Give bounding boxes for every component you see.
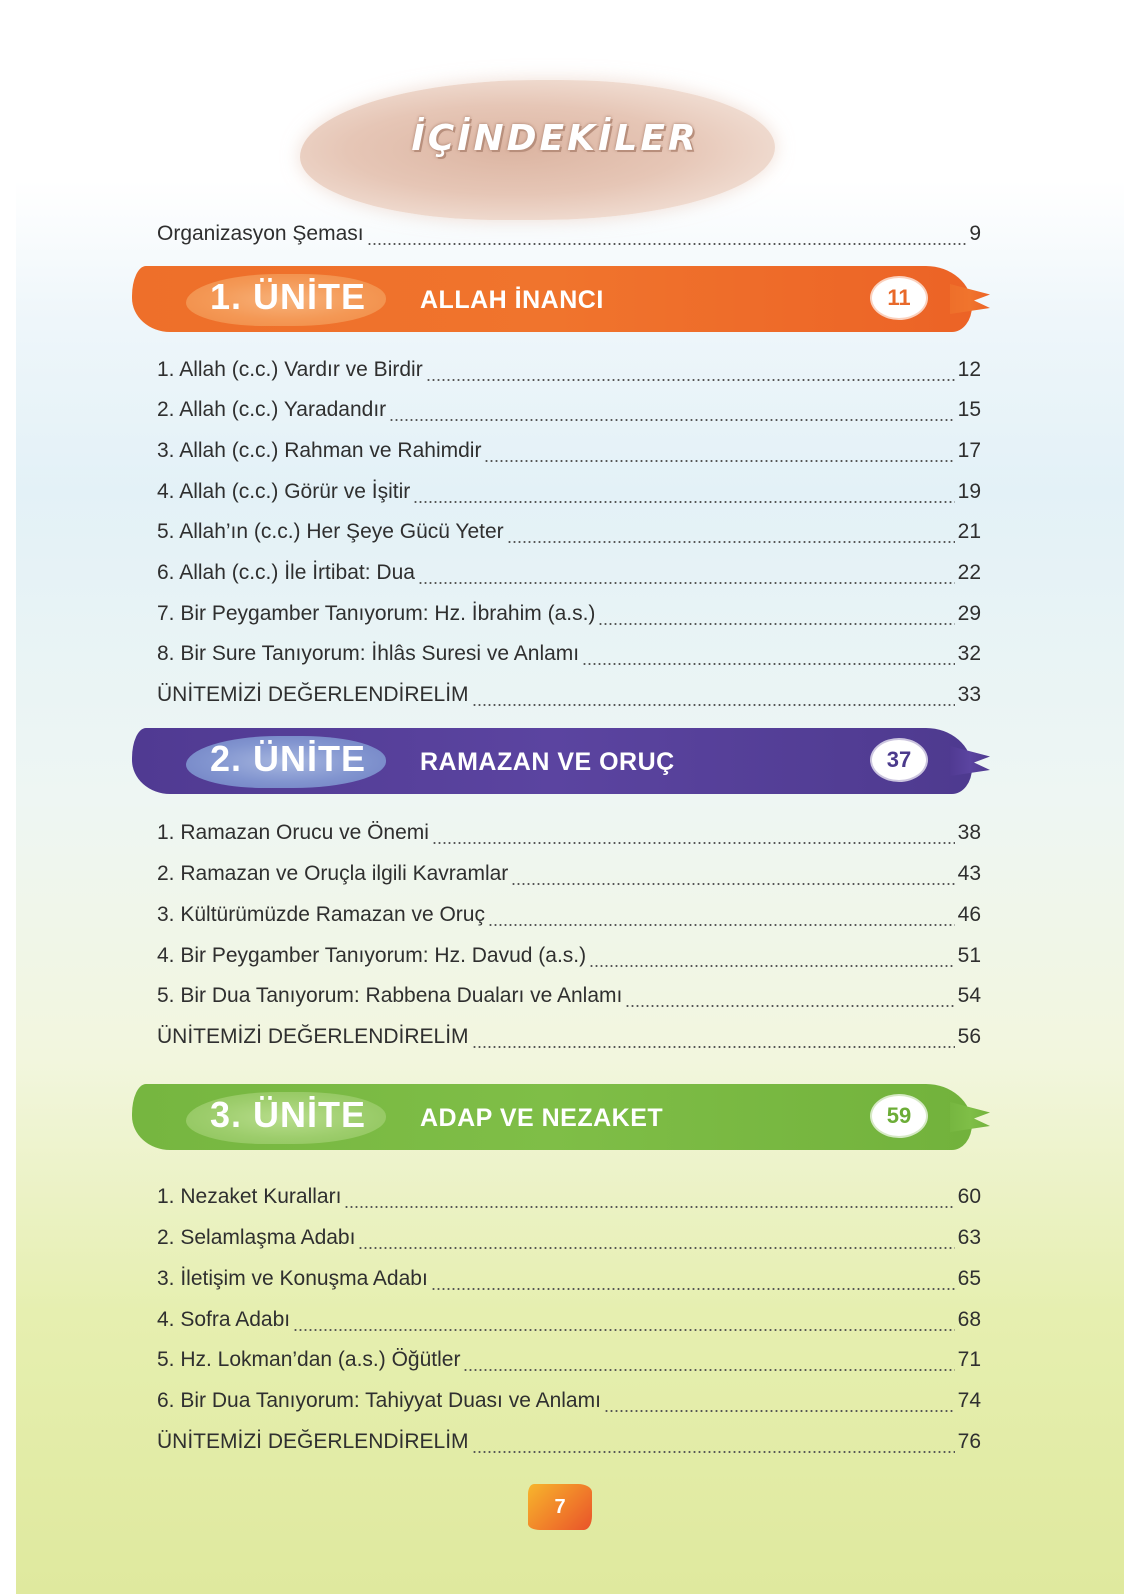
toc-entry-label: 6. Allah (c.c.) İle İrtibat: Dua <box>157 561 415 584</box>
dot-leader <box>358 1247 954 1249</box>
toc-entry-page: 21 <box>957 520 981 543</box>
toc-entry-page: 12 <box>957 358 981 381</box>
toc-entry-label: ÜNİTEMİZİ DEĞERLENDİRELİM <box>157 1430 469 1453</box>
toc-entry-label: Organizasyon Şeması <box>157 222 364 245</box>
toc-entry-label: 2. Allah (c.c.) Yaradandır <box>157 398 387 421</box>
toc-row[interactable] <box>157 862 981 892</box>
dot-leader <box>432 842 955 844</box>
toc-row[interactable] <box>157 1430 981 1460</box>
toc-row[interactable] <box>157 642 981 672</box>
toc-entry-page: 71 <box>957 1348 981 1371</box>
toc-entry-label: 4. Bir Peygamber Tanıyorum: Hz. Davud (a.s.) <box>157 944 587 967</box>
dot-leader <box>418 582 955 584</box>
toc-row-intro[interactable] <box>157 222 981 252</box>
toc-row[interactable] <box>157 1308 981 1338</box>
toc-entry-page: 63 <box>957 1226 981 1249</box>
dot-leader <box>472 704 955 706</box>
toc-entry-page: 17 <box>957 439 981 462</box>
page-title: İÇİNDEKİLER <box>411 118 699 159</box>
toc-row[interactable] <box>157 602 981 632</box>
dot-leader <box>431 1288 955 1290</box>
toc-entry-page: 33 <box>957 683 981 706</box>
toc-entry-label: 1. Ramazan Orucu ve Önemi <box>157 821 429 844</box>
dot-leader <box>463 1369 954 1371</box>
toc-entry-label: 5. Hz. Lokman’dan (a.s.) Öğütler <box>157 1348 461 1371</box>
toc-entry-label: 4. Allah (c.c.) Görür ve İşitir <box>157 480 411 503</box>
toc-entry-label: ÜNİTEMİZİ DEĞERLENDİRELİM <box>157 683 469 706</box>
toc-entry-page: 38 <box>957 821 981 844</box>
toc-entry-page: 9 <box>969 222 981 245</box>
toc-entry-page: 65 <box>957 1267 981 1290</box>
toc-entry-label: 6. Bir Dua Tanıyorum: Tahiyyat Duası ve Anlamı <box>157 1389 601 1412</box>
toc-row[interactable] <box>157 398 981 428</box>
toc-entry-page: 29 <box>957 602 981 625</box>
unit-page-badge: 11 <box>872 278 926 318</box>
unit-page-badge: 37 <box>872 740 926 780</box>
dot-leader <box>625 1005 954 1007</box>
toc-entry-label: 3. Kültürümüzde Ramazan ve Oruç <box>157 903 485 926</box>
dot-leader <box>472 1046 955 1048</box>
dot-leader <box>426 379 955 381</box>
toc-entry-page: 60 <box>957 1185 981 1208</box>
toc-row[interactable] <box>157 520 981 550</box>
dot-leader <box>389 419 954 421</box>
toc-entry-page: 32 <box>957 642 981 665</box>
brush-tail <box>950 284 990 314</box>
toc-row[interactable] <box>157 683 981 713</box>
toc-entry-page: 56 <box>957 1025 981 1048</box>
toc-entry-label: ÜNİTEMİZİ DEĞERLENDİRELİM <box>157 1025 469 1048</box>
unit-name: ALLAH İNANCI <box>420 286 604 314</box>
toc-row[interactable] <box>157 1348 981 1378</box>
toc-row[interactable] <box>157 1185 981 1215</box>
dot-leader <box>589 965 955 967</box>
toc-entry-label: 1. Allah (c.c.) Vardır ve Birdir <box>157 358 423 381</box>
dot-leader <box>344 1206 954 1208</box>
dot-leader <box>582 663 955 665</box>
toc-entry-page: 15 <box>957 398 981 421</box>
dot-leader <box>488 924 955 926</box>
unit-name: RAMAZAN VE ORUÇ <box>420 748 675 776</box>
dot-leader <box>484 460 954 462</box>
toc-entry-label: 2. Ramazan ve Oruçla ilgili Kavramlar <box>157 862 509 885</box>
toc-entry-label: 7. Bir Peygamber Tanıyorum: Hz. İbrahim (a.s.) <box>157 602 596 625</box>
toc-row[interactable] <box>157 903 981 933</box>
unit-name: ADAP VE NEZAKET <box>420 1104 664 1132</box>
toc-entry-page: 68 <box>957 1308 981 1331</box>
toc-entry-page: 19 <box>957 480 981 503</box>
dot-leader <box>367 243 967 245</box>
toc-row[interactable] <box>157 944 981 974</box>
unit-label: 2. ÜNİTE <box>210 738 367 779</box>
toc-entry-page: 54 <box>957 984 981 1007</box>
unit-1-banner[interactable] <box>100 258 990 342</box>
toc-entry-label: 5. Allah’ın (c.c.) Her Şeye Gücü Yeter <box>157 520 504 543</box>
dot-leader <box>511 883 954 885</box>
toc-row[interactable] <box>157 1226 981 1256</box>
toc-entry-label: 3. İletişim ve Konuşma Adabı <box>157 1267 428 1290</box>
toc-entry-page: 22 <box>957 561 981 584</box>
toc-row[interactable] <box>157 984 981 1014</box>
unit-2-banner[interactable] <box>100 720 990 804</box>
toc-entry-label: 5. Bir Dua Tanıyorum: Rabbena Duaları ve Anlamı <box>157 984 623 1007</box>
toc-entry-page: 51 <box>957 944 981 967</box>
brush-tail <box>950 1102 990 1132</box>
dot-leader <box>413 501 954 503</box>
toc-entry-label: 8. Bir Sure Tanıyorum: İhlâs Suresi ve Anlamı <box>157 642 580 665</box>
toc-row[interactable] <box>157 821 981 851</box>
toc-entry-page: 46 <box>957 903 981 926</box>
unit-page-badge: 59 <box>872 1096 926 1136</box>
unit-label: 1. ÜNİTE <box>210 276 367 317</box>
dot-leader <box>293 1329 955 1331</box>
toc-row[interactable] <box>157 439 981 469</box>
toc-entry-label: 3. Allah (c.c.) Rahman ve Rahimdir <box>157 439 482 462</box>
toc-entry-page: 76 <box>957 1430 981 1453</box>
toc-entry-page: 74 <box>957 1389 981 1412</box>
toc-row[interactable] <box>157 561 981 591</box>
toc-row[interactable] <box>157 1389 981 1419</box>
toc-entry-label: 2. Selamlaşma Adabı <box>157 1226 356 1249</box>
unit-3-banner[interactable] <box>100 1076 990 1160</box>
dot-leader <box>598 623 954 625</box>
toc-entry-label: 4. Sofra Adabı <box>157 1308 291 1331</box>
unit-label: 3. ÜNİTE <box>210 1094 367 1135</box>
toc-entry-page: 43 <box>957 862 981 885</box>
toc-row[interactable] <box>157 480 981 510</box>
page-number: 7 <box>528 1484 592 1530</box>
dot-leader <box>604 1410 955 1412</box>
dot-leader <box>507 541 955 543</box>
dot-leader <box>472 1451 955 1453</box>
toc-entry-label: 1. Nezaket Kuralları <box>157 1185 342 1208</box>
toc-row[interactable] <box>157 1025 981 1055</box>
toc-row[interactable] <box>157 1267 981 1297</box>
brush-tail <box>950 746 990 776</box>
toc-row[interactable] <box>157 358 981 388</box>
